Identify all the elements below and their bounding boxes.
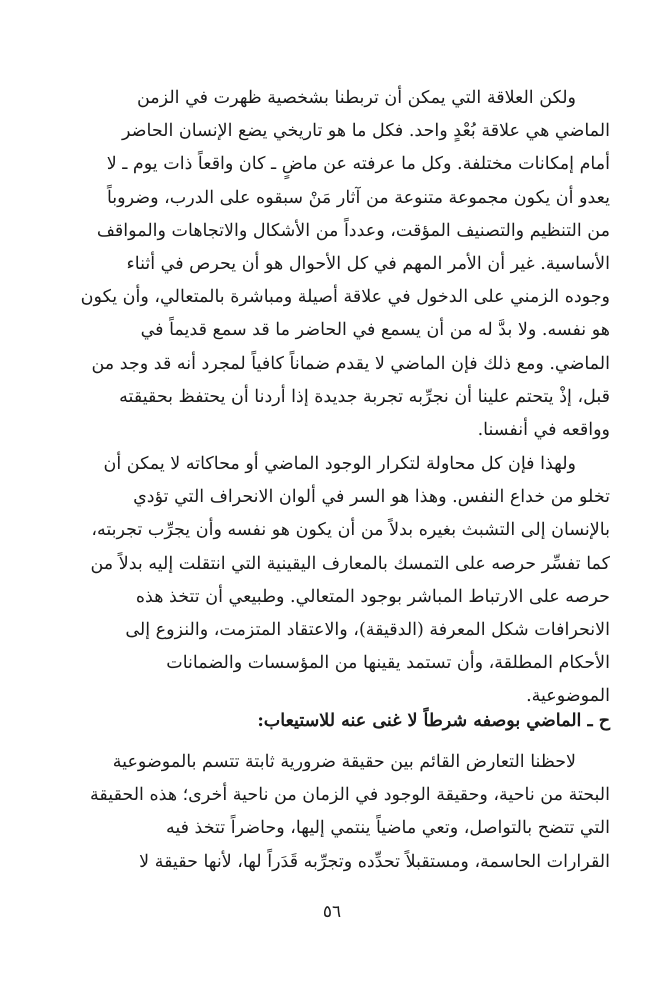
- paragraph-1: [56, 82, 610, 447]
- text-line: يعدو أن يكون مجموعة متنوعة من آثار مَنْ سبقوه على الدرب، وضروباً: [106, 187, 610, 208]
- text-line: تخلو من خداع النفس. وهذا هو السر في ألوان الانحراف التي تؤدي: [133, 487, 610, 508]
- text-line: الماضي هي علاقة بُعْدٍ واحد. فكل ما هو تاريخي يضع الإنسان الحاضر: [122, 121, 610, 142]
- text-line: أمام إمكانات مختلفة. وكل ما عرفته عن ماضٍ ـ كان واقعاً ذات يوم ـ لا: [106, 154, 610, 175]
- text-line: وجوده الزمني على الدخول في علاقة أصيلة ومباشرة بالمتعالي، وأن يكون: [80, 287, 610, 308]
- text-line: قبل، إذْ يتحتم علينا أن نجرِّبه تجربة جديدة إذا أردنا أن يحتفظ بحقيقته: [119, 386, 610, 407]
- text-line: كما تفسِّر حرصه على التمسك بالمعارف اليقينية التي انتقلت إليه بدلاً من: [90, 553, 610, 574]
- text-line: ولهذا فإن كل محاولة لتكرار الوجود الماضي أو محاكاته لا يمكن أن: [103, 454, 576, 474]
- text-line: التي تتضح بالتواصل، وتعي ماضياً ينتمي إليها، وحاضراً تتخذ فيه: [165, 818, 610, 839]
- text-line: البحتة من ناحية، وحقيقة الوجود في الزمان من ناحية أخرى؛ هذه الحقيقة: [90, 785, 610, 806]
- text-line: من التنظيم والتصنيف المؤقت، وعدداً من الأشكال والاتجاهات والمواقف: [96, 220, 610, 241]
- paragraph-3: [56, 746, 610, 879]
- text-line: الموضوعية.: [526, 686, 610, 707]
- text-line: ولكن العلاقة التي يمكن أن تربطنا بشخصية ظهرت في الزمن: [136, 88, 576, 108]
- paragraph-2: [56, 448, 610, 714]
- text-line: هو نفسه. ولا بدَّ له من أن يسمع في الحاضر ما قد سمع قديماً في: [140, 320, 610, 341]
- text-line: الأساسية. غير أن الأمر المهم في كل الأحوال هو أن يحرص في أثناء: [126, 254, 610, 275]
- text-line: الماضي. ومع ذلك فإن الماضي لا يقدم ضماناً كافياً لمجرد أنه قد وجد من: [91, 353, 610, 374]
- page-number: ٥٦: [322, 902, 342, 922]
- text-line: الأحكام المطلقة، وأن تستمد يقينها من المؤسسات والضمانات: [166, 653, 610, 674]
- text-line: الانحرافات شكل المعرفة (الدقيقة)، والاعتقاد المتزمت، والنزوع إلى: [125, 620, 610, 641]
- section-heading: ح ـ الماضي بوصفه شرطاً لا غنى عنه للاستيعاب:: [257, 711, 610, 731]
- text-line: حرصه على الارتباط المباشر بوجود المتعالي. وطبيعي أن تتخذ هذه: [135, 586, 610, 607]
- text-line: وواقعه في أنفسنا.: [477, 420, 610, 441]
- text-line: بالإنسان إلى التشبث بغيره بدلاً من أن يكون هو نفسه وأن يجرِّب تجربته،: [91, 520, 610, 541]
- text-line: القرارات الحاسمة، ومستقبلاً تحدِّده وتجرِّبه قَدَراً لها، لأنها حقيقة لا: [139, 851, 610, 872]
- text-line: لاحظنا التعارض القائم بين حقيقة ضرورية ثابتة تتسم بالموضوعية: [112, 752, 576, 772]
